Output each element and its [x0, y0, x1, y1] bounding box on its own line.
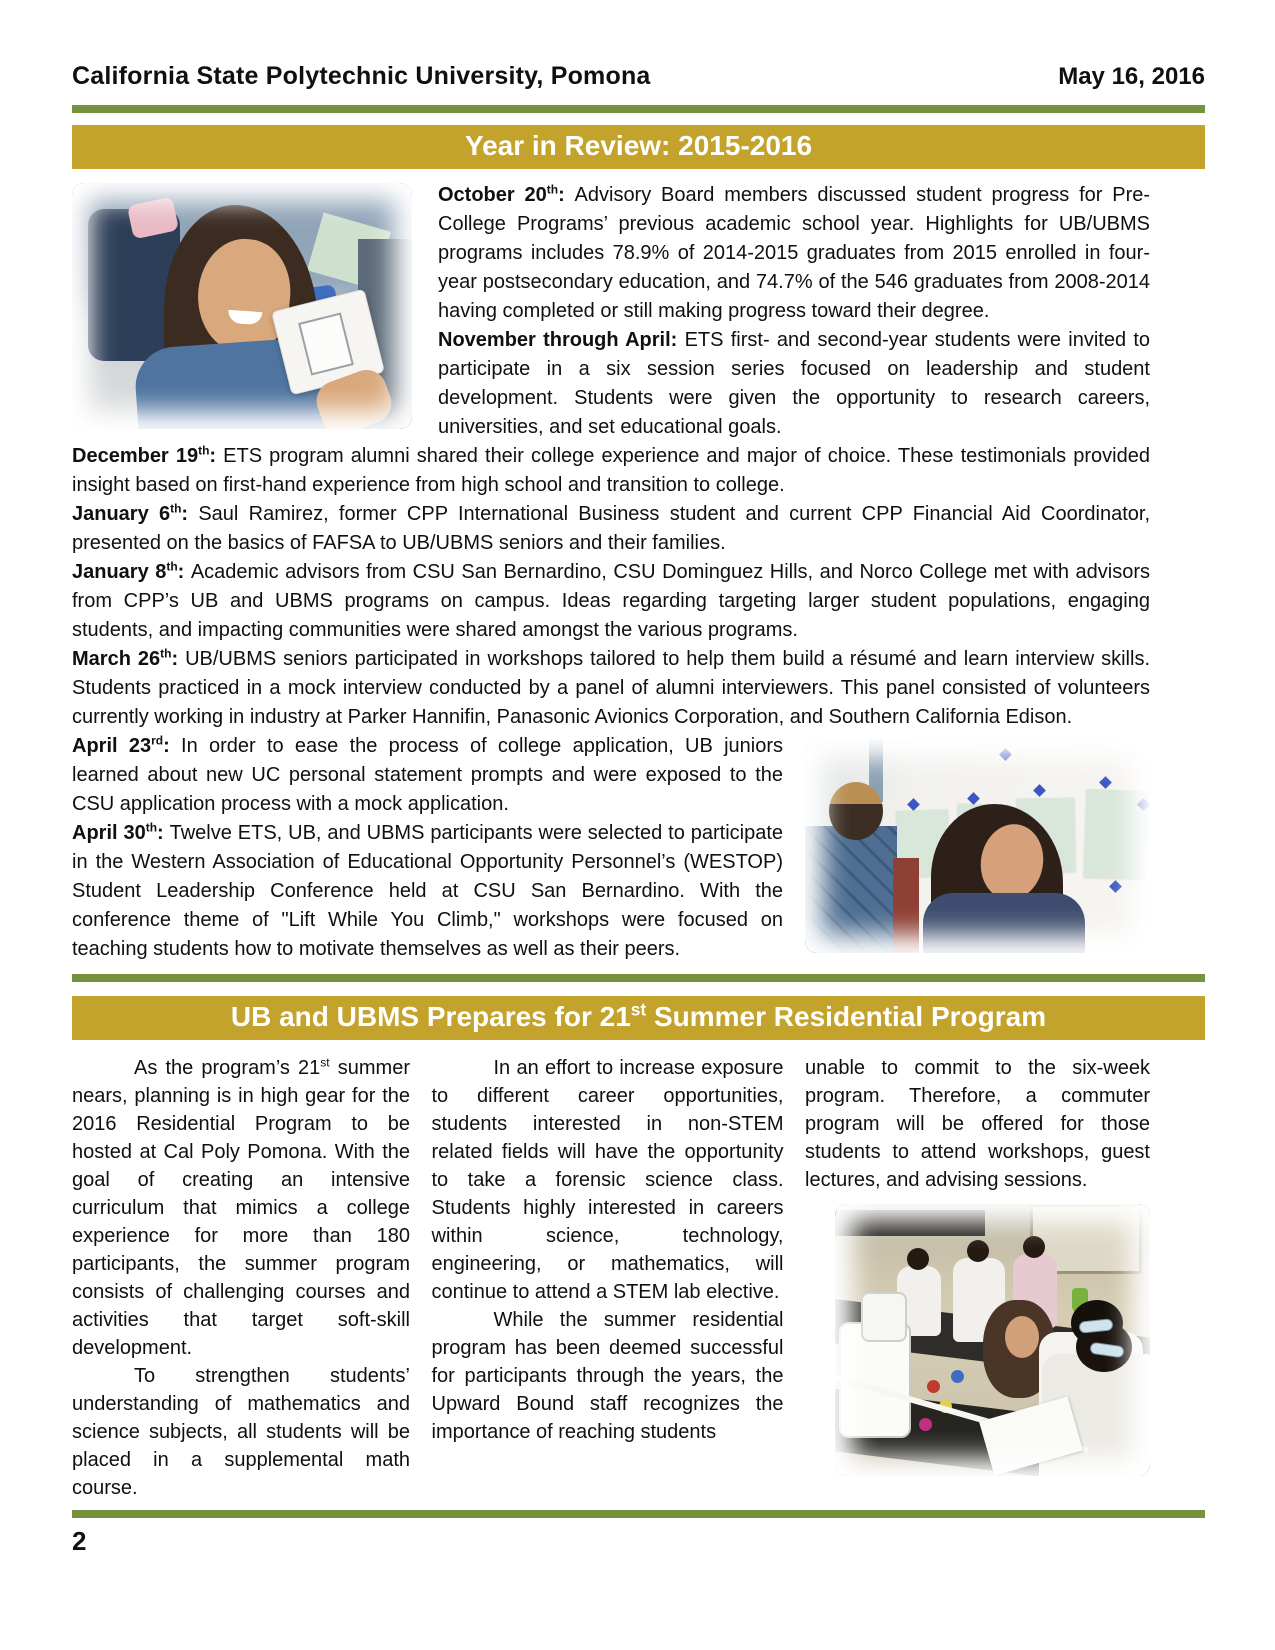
header-divider-rule [72, 105, 1205, 113]
header-date: May 16, 2016 [1058, 63, 1205, 90]
paragraph-january-8: January 8th: Academic advisors from CSU San Bernardino, CSU Dominguez Hills, and Norco College met with advisors from CPP’s UB and UBMS programs on campus. Ideas regarding targeting larger student populations, engaging students, and impacting communities were shared amongst the various programs. [72, 559, 1151, 641]
paragraph-april-23: April 23rd: In order to ease the process of college application, UB juniors learned about new UC personal statement prompts and were exposed to the CSU application process with a mock application. [72, 733, 784, 815]
photo-pipette-cup-shape [861, 1292, 907, 1342]
page-header [72, 62, 1205, 91]
column3-paragraph-1: unable to commit to the six-week program. Therefore, a commuter program will be offered for those students to attend workshops, guest lectures, and advising sessions. [805, 1057, 1150, 1191]
photo-head-shape [907, 1248, 929, 1270]
paragraph-april-30: April 30th: Twelve ETS, UB, and UBMS participants were selected to participate in the Western Association of Educational Opportunity Personnel’s (WESTOP) Student Leadership Conference held at CSU San Bernardino. With the conference theme of "Lift While You Climb," workshops were focused on teaching students how to motivate themselves as well as their peers. [72, 820, 784, 960]
paragraph-october-20: October 20th: Advisory Board members discussed student progress for Pre-College Programs’ previous academic school year. Highlights for UB/UBMS programs includes 78.9% of 2014-2015 graduates from 2015 enrolled in four-year postsecondary education, and 74.7% of the 546 graduates from 2008-2014 having completed or still making progress toward their degree. [438, 182, 1151, 322]
year-in-review-banner-title: Year in Review: 2015-2016 [464, 130, 813, 161]
column2-paragraph-2: While the summer residential program has been deemed successful for participants through the years, the Upward Bound staff recognizes the importance of reaching students [431, 1309, 784, 1443]
photo-head-shape [967, 1240, 989, 1262]
footer-divider-rule [72, 1510, 1205, 1518]
summer-program-banner-title: UB and UBMS Prepares for 21st Summer Residential Program [230, 999, 1047, 1032]
photo-bottle-cap-shape [951, 1370, 964, 1383]
paragraph-december-19: December 19th: ETS program alumni shared their college experience and major of choice. These testimonials provided insight based on first-hand experience from high school and transition to college. [72, 443, 1150, 496]
paragraph-march-26: March 26th: UB/UBMS seniors participated in workshops tailored to help them build a résumé and learn interview skills. Students practiced in a mock interview conducted by a panel of alumni interviewers. This panel consisted of volunteers currently working in industry at Parker Hannifin, Panasonic Avionics Corporation, and Southern California Edison. [72, 646, 1150, 728]
photo-head-shape [1023, 1236, 1045, 1258]
photo-shelf-shape [835, 1210, 985, 1236]
photo-student-shape [893, 858, 919, 953]
page-number: 2 [72, 1526, 87, 1556]
column2-paragraph-1: In an effort to increase exposure to different career opportunities, students interested in non-STEM related fields will have the opportunity to take a forensic science class. Students highly interested in careers within science, technology, engineering, or mathematics, will continue to attend a STEM lab elective. [431, 1057, 784, 1303]
column1-paragraph-1: As the program’s 21st summer nears, planning is in high gear for the 2016 Residential Program to be hosted at Cal Poly Pomona. With the goal of creating an intensive curriculum that mimics a college experience for more than 180 participants, the summer program consists of challenging courses and activities that target soft-skill development. [72, 1055, 410, 1359]
section-year-in-review [72, 181, 1150, 964]
column1-paragraph-2: To strengthen students’ understanding of mathematics and science subjects, all students will be placed in a supplemental math course. [72, 1365, 410, 1499]
summer-program-column-3 [805, 1054, 1150, 1502]
photo-student-shape [805, 826, 897, 953]
summer-program-column-1 [72, 1054, 410, 1502]
photo-face-shape [1005, 1316, 1039, 1358]
photo-head-shape [829, 782, 883, 840]
science-lab-photo [835, 1204, 1150, 1476]
paragraph-november-april: November through April: ETS first- and second-year students were invited to participate in a six session series focused on leadership and student development. Students were given the opportunity to research careers, universities, and set educational goals. [438, 329, 1151, 438]
section-summer-program [72, 1054, 1150, 1502]
section-divider-rule [72, 974, 1205, 982]
paragraph-january-6: January 6th: Saul Ramirez, former CPP International Business student and current CPP Financial Aid Coordinator, presented on the basics of FAFSA to UB/UBMS seniors and their families. [72, 501, 1151, 554]
classroom-gift-photo [72, 183, 412, 429]
advising-wall-photo [805, 740, 1150, 953]
photo-shirt-shape [923, 893, 1085, 953]
photo-bottle-cap-shape [919, 1418, 932, 1431]
summer-program-column-2 [432, 1054, 784, 1502]
summer-program-banner [72, 996, 1205, 1040]
year-in-review-banner [72, 125, 1205, 169]
photo-bottle-cap-shape [927, 1380, 940, 1393]
header-university: California State Polytechnic University, Pomona [72, 62, 651, 90]
